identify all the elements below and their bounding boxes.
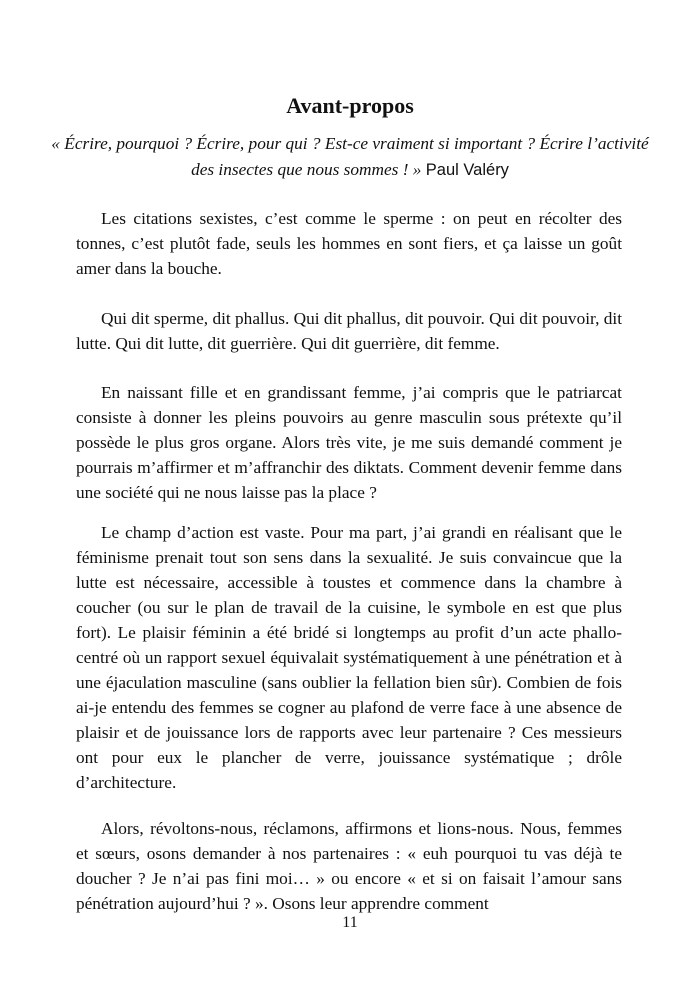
epigraph-quote: « Écrire, pourquoi ? Écrire, pour qui ? Est-ce vraiment si important ? Écrire l’activité des insectes que nous sommes ! » xyxy=(51,134,649,179)
epigraph-author: Paul Valéry xyxy=(425,161,509,179)
chapter-title: Avant-propos xyxy=(286,92,414,118)
epigraph xyxy=(40,131,660,183)
page-number: 11 xyxy=(342,914,358,931)
paragraph: En naissant fille et en grandissant femme, j’ai compris que le patriarcat consiste à donner les pleins pouvoirs au genre masculin sous prétexte qu’il possède le plus gros organe. Alors très vite, je me suis demandé comment je pourrais m’affirmer et m’affranchir des diktats. Comment devenir femme dans une société qui ne nous laisse pas la place ? xyxy=(76,383,622,502)
paragraph: Le champ d’action est vaste. Pour ma part, j’ai grandi en réalisant que le féminisme prenait tout son sens dans la sexualité. Je suis convaincue que la lutte est nécessaire, accessible à toustes et commence dans la chambre à coucher (ou sur le plan de travail de la cuisine, le symbole en est que plus fort). Le plaisir féminin a été bridé si longtemps au profit d’un acte phallo-centré où un rapport sexuel équivalait systématiquement à une pénétration et à une éjaculation masculine (sans oublier la fellation bien sûr). Combien de fois ai-je entendu des femmes se cogner au plafond de verre face à une absence de plaisir et de jouissance lors de rapports avec leur partenaire ? Ces messieurs ont pour eux le plancher de verre, jouissance systématique ; drôle d’architecture. xyxy=(76,523,622,792)
paragraph: Qui dit sperme, dit phallus. Qui dit phallus, dit pouvoir. Qui dit pouvoir, dit lutte. Qui dit lutte, dit guerrière. Qui dit guerrière, dit femme. xyxy=(76,309,622,353)
paragraph: Alors, révoltons-nous, réclamons, affirmons et lions-nous. Nous, femmes et sœurs, osons demander à nos partenaires : « euh pourquoi tu vas déjà te doucher ? Je n’ai pas fini moi… » ou encore « et si on faisait l’amour sans pénétration aujourd’hui ? ». Osons leur apprendre comment xyxy=(76,819,622,913)
paragraph: Les citations sexistes, c’est comme le sperme : on peut en récolter des tonnes, c’est plutôt fade, seuls les hommes en sont fiers, et ça laisse un goût amer dans la bouche. xyxy=(76,209,622,278)
